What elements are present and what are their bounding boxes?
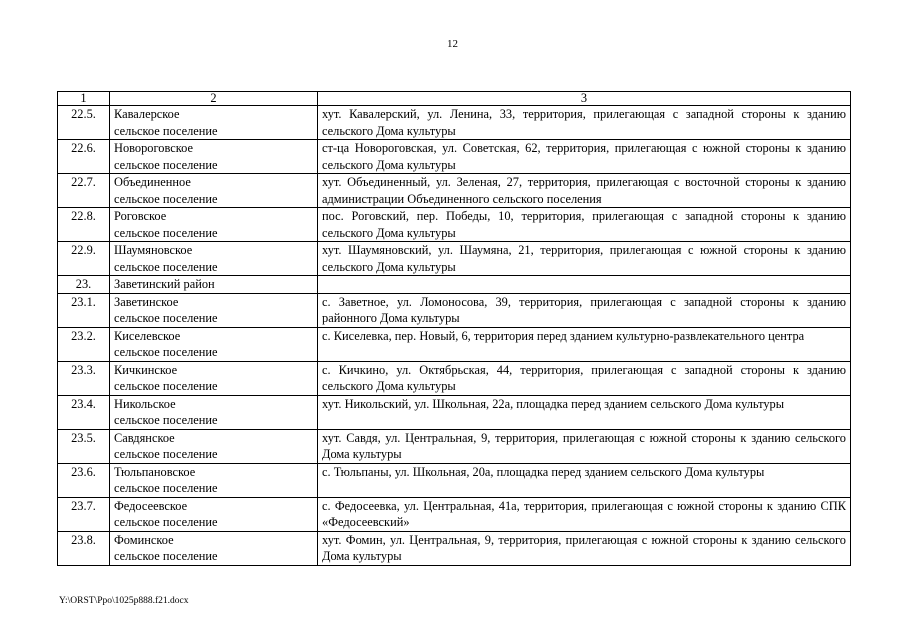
- row-number: 23.5.: [58, 429, 110, 463]
- settlement-name: Роговское сельское поселение: [110, 208, 318, 242]
- row-number: 23.2.: [58, 327, 110, 361]
- row-number: 23.: [58, 276, 110, 294]
- location-address: хут. Савдя, ул. Центральная, 9, территория, прилегающая с южной стороны к зданию сельского Дома культуры: [318, 429, 851, 463]
- row-number: 22.7.: [58, 174, 110, 208]
- document-file-path: Y:\ORST\Ppo\1025p888.f21.docx: [59, 596, 189, 606]
- row-number: 23.8.: [58, 531, 110, 565]
- table-row: [58, 497, 851, 531]
- row-number: 23.4.: [58, 395, 110, 429]
- table-row: [58, 242, 851, 276]
- settlement-name: Кичкинское сельское поселение: [110, 361, 318, 395]
- settlement-name: Никольское сельское поселение: [110, 395, 318, 429]
- location-address: с. Заветное, ул. Ломоносова, 39, территория, прилегающая с западной стороны к зданию районного Дома культуры: [318, 293, 851, 327]
- settlement-name: Заветинское сельское поселение: [110, 293, 318, 327]
- page-number: 12: [447, 38, 458, 50]
- location-address: хут. Фомин, ул. Центральная, 9, территория, прилегающая с южной стороны к зданию сельского Дома культуры: [318, 531, 851, 565]
- location-address: с. Кичкино, ул. Октябрьская, 44, территория, прилегающая с западной стороны к зданию сельского Дома культуры: [318, 361, 851, 395]
- column-header-number: 1: [58, 92, 110, 106]
- row-number: 23.3.: [58, 361, 110, 395]
- table-row: [58, 463, 851, 497]
- table-row: [58, 361, 851, 395]
- settlement-name: Тюльпановское сельское поселение: [110, 463, 318, 497]
- table-body: [58, 106, 851, 566]
- table-row: [58, 327, 851, 361]
- location-address: пос. Роговский, пер. Победы, 10, территория, прилегающая с западной стороны к зданию сельского Дома культуры: [318, 208, 851, 242]
- location-address: хут. Объединенный, ул. Зеленая, 27, территория, прилегающая с восточной стороны к зданию администрации Объединенного сельского поселения: [318, 174, 851, 208]
- location-address: хут. Кавалерский, ул. Ленина, 33, территория, прилегающая с западной стороны к зданию сельского Дома культуры: [318, 106, 851, 140]
- location-address: с. Федосеевка, ул. Центральная, 41а, территория, прилегающая с южной стороны к зданию СПК «Федосеевский»: [318, 497, 851, 531]
- settlement-name: Объединенное сельское поселение: [110, 174, 318, 208]
- location-address: хут. Шаумяновский, ул. Шаумяна, 21, территория, прилегающая с южной стороны к зданию сельского Дома культуры: [318, 242, 851, 276]
- settlement-name: Кавалерское сельское поселение: [110, 106, 318, 140]
- settlement-name: Шаумяновское сельское поселение: [110, 242, 318, 276]
- table-row: [58, 293, 851, 327]
- row-number: 22.6.: [58, 140, 110, 174]
- table-row: [58, 106, 851, 140]
- settlement-name: Фоминское сельское поселение: [110, 531, 318, 565]
- settlement-name: Федосеевское сельское поселение: [110, 497, 318, 531]
- table-row: [58, 174, 851, 208]
- row-number: 23.6.: [58, 463, 110, 497]
- district-name: Заветинский район: [110, 276, 318, 294]
- location-address: хут. Никольский, ул. Школьная, 22а, площадка перед зданием сельского Дома культуры: [318, 395, 851, 429]
- location-address: [318, 276, 851, 294]
- settlement-name: Новороговское сельское поселение: [110, 140, 318, 174]
- row-number: 22.8.: [58, 208, 110, 242]
- column-header-address: 3: [318, 92, 851, 106]
- table-row: [58, 531, 851, 565]
- table-row: [58, 140, 851, 174]
- table-row: [58, 429, 851, 463]
- location-address: с. Тюльпаны, ул. Школьная, 20а, площадка перед зданием сельского Дома культуры: [318, 463, 851, 497]
- column-header-settlement: 2: [110, 92, 318, 106]
- row-number: 23.1.: [58, 293, 110, 327]
- table-row: [58, 395, 851, 429]
- location-address: ст-ца Новороговская, ул. Советская, 62, территория, прилегающая с южной стороны к зданию сельского Дома культуры: [318, 140, 851, 174]
- table-row: [58, 208, 851, 242]
- table-header-row: [58, 92, 851, 106]
- locations-table: [57, 91, 851, 566]
- row-number: 22.5.: [58, 106, 110, 140]
- table-row-district: [58, 276, 851, 294]
- row-number: 22.9.: [58, 242, 110, 276]
- location-address: с. Киселевка, пер. Новый, 6, территория перед зданием культурно-развлекательного центра: [318, 327, 851, 361]
- settlement-name: Савдянское сельское поселение: [110, 429, 318, 463]
- settlement-name: Киселевское сельское поселение: [110, 327, 318, 361]
- row-number: 23.7.: [58, 497, 110, 531]
